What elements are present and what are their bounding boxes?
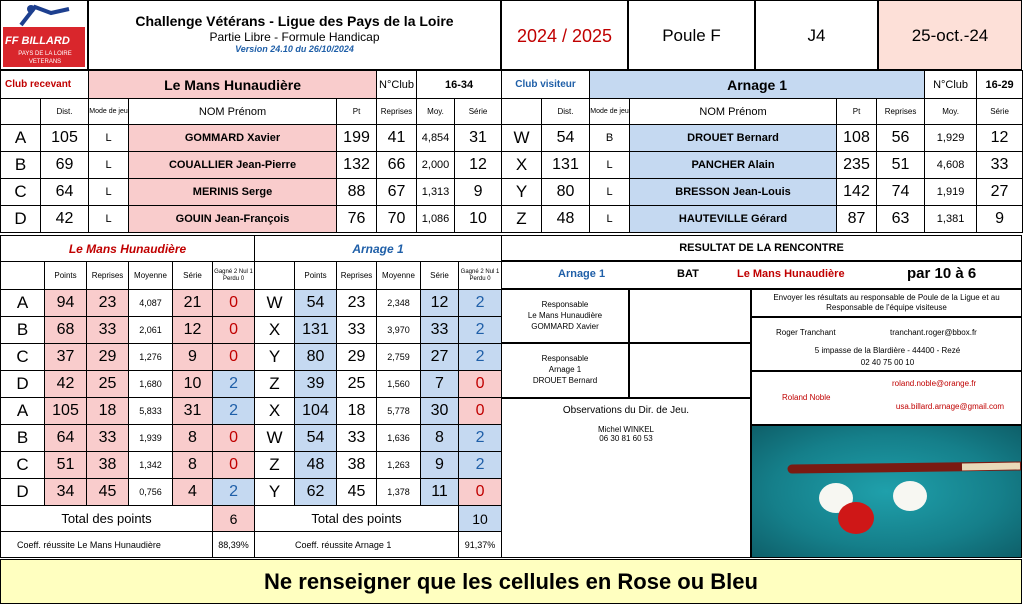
home-total-label: Total des points — [1, 506, 213, 532]
home-player-mode[interactable]: L — [89, 125, 129, 152]
home-match-gagne: 0 — [213, 290, 255, 317]
away-match-letter: Z — [255, 452, 295, 479]
away-match-gagne: 2 — [459, 344, 502, 371]
home-total: 6 — [213, 506, 255, 532]
away-player-serie: 9 — [977, 206, 1023, 233]
away-player-serie: 33 — [977, 152, 1023, 179]
home-player-dist[interactable]: 69 — [41, 152, 89, 179]
contact-phone: 02 40 75 00 10 — [860, 358, 915, 367]
home-match-serie[interactable]: 21 — [173, 290, 213, 317]
home-player-pt: 76 — [337, 206, 377, 233]
away-match-reprises: 33 — [337, 317, 377, 344]
col-dist: Dist. — [41, 99, 89, 125]
away-player-letter: Z — [502, 206, 542, 233]
away-player-pt: 235 — [837, 152, 877, 179]
result-title: RESULTAT DE LA RENCONTRE — [501, 235, 1022, 261]
resp-home-name: GOMMARD Xavier — [531, 322, 599, 331]
home-player-row — [1, 179, 502, 206]
col-rep: Reprises — [877, 99, 925, 125]
col-nom: NOM Prénom — [630, 99, 837, 125]
resp-away-name: DROUET Bernard — [532, 376, 598, 385]
away-match-letter: W — [255, 425, 295, 452]
home-player-serie: 31 — [455, 125, 502, 152]
away-player-rep: 74 — [877, 179, 925, 206]
home-match-points[interactable]: 51 — [45, 452, 87, 479]
away-player-row — [502, 152, 1023, 179]
away-match-reprises: 33 — [337, 425, 377, 452]
journee: J4 — [755, 0, 878, 70]
contact-name1: Roger Tranchant — [776, 328, 836, 337]
home-match-gagne: 0 — [213, 425, 255, 452]
home-player-name[interactable]: GOMMARD Xavier — [129, 125, 337, 152]
away-match-reprises: 23 — [337, 290, 377, 317]
home-player-name[interactable]: GOUIN Jean-François — [129, 206, 337, 233]
home-player-dist[interactable]: 64 — [41, 179, 89, 206]
home-match-row — [1, 425, 255, 452]
away-player-row — [502, 179, 1023, 206]
col-serie: Série — [421, 262, 459, 290]
away-match-reprises: 25 — [337, 371, 377, 398]
page-title: Challenge Vétérans - Ligue des Pays de la Loire — [135, 13, 454, 29]
away-player-row — [502, 206, 1023, 233]
home-player-pt: 132 — [337, 152, 377, 179]
away-match-serie[interactable]: 11 — [421, 479, 459, 506]
home-match-serie[interactable]: 12 — [173, 317, 213, 344]
contact-email3[interactable]: usa.billard.arnage@gmail.com — [895, 402, 1005, 411]
col-points: Points — [295, 262, 337, 290]
resp-away-title: Responsable — [541, 354, 589, 363]
observations-name: Michel WINKEL — [597, 425, 654, 434]
result-line — [501, 261, 1022, 289]
home-player-mode[interactable]: L — [89, 152, 129, 179]
contact-address: 5 impasse de la Blardière - 44400 - Rezé — [814, 346, 961, 355]
away-match-moyenne: 1,263 — [377, 452, 421, 479]
away-match-serie[interactable]: 7 — [421, 371, 459, 398]
resp-away-club: Arnage 1 — [548, 365, 582, 374]
away-team-table — [501, 70, 1023, 233]
result-score: par 10 à 6 — [907, 265, 977, 282]
home-match-points[interactable]: 37 — [45, 344, 87, 371]
home-match-row — [1, 317, 255, 344]
away-match-row — [255, 371, 502, 398]
away-match-gagne: 2 — [459, 425, 502, 452]
away-player-dist[interactable]: 48 — [542, 206, 590, 233]
away-match-club: Arnage 1 — [255, 236, 502, 262]
home-club-label: Club recevant — [1, 71, 89, 99]
col-serie: Série — [173, 262, 213, 290]
away-match-reprises: 38 — [337, 452, 377, 479]
away-match-gagne: 0 — [459, 371, 502, 398]
season: 2024 / 2025 — [501, 0, 628, 70]
away-match-serie[interactable]: 12 — [421, 290, 459, 317]
contact-instruction: Envoyer les résultats au responsable de Poule de la Ligue et au Responsable de l'équipe visiteuse — [751, 289, 1022, 317]
home-player-mode[interactable]: L — [89, 206, 129, 233]
home-nclub: 16-34 — [417, 71, 502, 99]
observations-box[interactable] — [501, 398, 751, 558]
col-moy: Moy. — [417, 99, 455, 125]
home-player-letter: A — [1, 125, 41, 152]
away-match-points[interactable]: 48 — [295, 452, 337, 479]
home-player-dist[interactable]: 105 — [41, 125, 89, 152]
home-match-letter: D — [1, 371, 45, 398]
away-player-serie: 27 — [977, 179, 1023, 206]
home-player-rep: 70 — [377, 206, 417, 233]
home-match-reprises[interactable]: 29 — [87, 344, 129, 371]
home-match-points[interactable]: 105 — [45, 398, 87, 425]
logo-line1: PAYS DE LA LOIRE — [18, 51, 72, 57]
home-match-gagne: 2 — [213, 371, 255, 398]
home-match-row — [1, 452, 255, 479]
home-match-points[interactable]: 42 — [45, 371, 87, 398]
col-dist: Dist. — [542, 99, 590, 125]
home-match-serie[interactable]: 8 — [173, 425, 213, 452]
footer-banner: Ne renseigner que les cellules en Rose ou Bleu — [0, 559, 1022, 604]
home-match-letter: D — [1, 479, 45, 506]
away-player-letter: W — [502, 125, 542, 152]
home-match-serie[interactable]: 31 — [173, 398, 213, 425]
away-coeff: 91,37% — [459, 532, 502, 558]
home-player-name[interactable]: MERINIS Serge — [129, 179, 337, 206]
home-player-letter: C — [1, 179, 41, 206]
away-player-mode[interactable]: B — [590, 125, 630, 152]
contact-email2[interactable]: roland.noble@orange.fr — [892, 379, 977, 388]
away-nclub-label: N°Club — [925, 71, 977, 99]
home-coeff: 88,39% — [213, 532, 255, 558]
away-match-gagne: 2 — [459, 317, 502, 344]
ffb-logo — [0, 0, 88, 70]
home-match-table — [0, 235, 255, 558]
away-player-rep: 51 — [877, 152, 925, 179]
away-player-name[interactable]: DROUET Bernard — [630, 125, 837, 152]
home-match-reprises[interactable]: 23 — [87, 290, 129, 317]
away-coeff-label: Coeff. réussite Arnage 1 — [255, 532, 459, 558]
col-reprises: Reprises — [337, 262, 377, 290]
away-player-rep: 63 — [877, 206, 925, 233]
home-match-row — [1, 290, 255, 317]
home-match-points[interactable]: 34 — [45, 479, 87, 506]
home-player-pt: 199 — [337, 125, 377, 152]
home-match-gagne: 2 — [213, 479, 255, 506]
away-club-name[interactable]: Arnage 1 — [590, 71, 925, 99]
away-total: 10 — [459, 506, 502, 532]
home-match-moyenne: 1,680 — [129, 371, 173, 398]
home-match-gagne: 0 — [213, 344, 255, 371]
home-match-serie[interactable]: 8 — [173, 452, 213, 479]
away-player-name[interactable]: PANCHER Alain — [630, 152, 837, 179]
home-match-letter: B — [1, 425, 45, 452]
responsable-home — [501, 289, 629, 343]
home-player-name[interactable]: COUALLIER Jean-Pierre — [129, 152, 337, 179]
billiard-balls-icon — [752, 426, 1022, 558]
home-match-moyenne: 1,276 — [129, 344, 173, 371]
home-match-letter: A — [1, 398, 45, 425]
col-mode: Mode de jeu — [590, 99, 630, 125]
away-club-label: Club visiteur — [502, 71, 590, 99]
home-player-rep: 41 — [377, 125, 417, 152]
away-match-row — [255, 290, 502, 317]
home-match-reprises[interactable]: 18 — [87, 398, 129, 425]
home-match-letter: B — [1, 317, 45, 344]
away-nclub: 16-29 — [977, 71, 1023, 99]
result-winner: Arnage 1 — [558, 268, 606, 280]
away-match-moyenne: 5,778 — [377, 398, 421, 425]
home-player-moy: 1,313 — [417, 179, 455, 206]
away-player-rep: 56 — [877, 125, 925, 152]
home-match-serie[interactable]: 10 — [173, 371, 213, 398]
away-match-reprises: 18 — [337, 398, 377, 425]
away-match-serie[interactable]: 33 — [421, 317, 459, 344]
away-player-serie: 12 — [977, 125, 1023, 152]
home-match-row — [1, 371, 255, 398]
home-player-moy: 1,086 — [417, 206, 455, 233]
match-date: 25-oct.-24 — [878, 0, 1022, 70]
col-pt: Pt — [837, 99, 877, 125]
away-player-name[interactable]: BRESSON Jean-Louis — [630, 179, 837, 206]
responsable-away — [501, 343, 629, 398]
away-match-moyenne: 2,759 — [377, 344, 421, 371]
col-nom: NOM Prénom — [129, 99, 337, 125]
home-match-moyenne: 0,756 — [129, 479, 173, 506]
contact-block-2 — [751, 371, 1022, 425]
home-match-row — [1, 398, 255, 425]
away-match-points[interactable]: 54 — [295, 425, 337, 452]
resp-home-title: Responsable — [541, 300, 589, 309]
away-match-row — [255, 344, 502, 371]
away-match-letter: X — [255, 317, 295, 344]
home-match-serie[interactable]: 9 — [173, 344, 213, 371]
logo-line2: VETERANS — [28, 59, 62, 65]
home-player-serie: 12 — [455, 152, 502, 179]
home-match-row — [1, 344, 255, 371]
away-player-moy: 4,608 — [925, 152, 977, 179]
home-player-rep: 66 — [377, 152, 417, 179]
away-player-moy: 1,381 — [925, 206, 977, 233]
away-player-pt: 87 — [837, 206, 877, 233]
home-match-reprises[interactable]: 33 — [87, 425, 129, 452]
home-match-points[interactable]: 94 — [45, 290, 87, 317]
col-serie: Série — [977, 99, 1023, 125]
away-match-letter: W — [255, 290, 295, 317]
col-pt: Pt — [337, 99, 377, 125]
away-player-mode[interactable]: L — [590, 179, 630, 206]
home-player-row — [1, 125, 502, 152]
home-match-reprises[interactable]: 45 — [87, 479, 129, 506]
observations-title: Observations du Dir. de Jeu. — [562, 405, 690, 416]
home-team-table — [0, 70, 502, 233]
away-match-serie[interactable]: 30 — [421, 398, 459, 425]
home-club-name[interactable]: Le Mans Hunaudière — [89, 71, 377, 99]
result-verb: BAT — [677, 268, 699, 280]
home-match-moyenne: 5,833 — [129, 398, 173, 425]
home-player-row — [1, 152, 502, 179]
away-match-points[interactable]: 39 — [295, 371, 337, 398]
away-match-points[interactable]: 62 — [295, 479, 337, 506]
contact-name2: Roland Noble — [782, 393, 831, 402]
away-player-pt: 108 — [837, 125, 877, 152]
away-player-moy: 1,919 — [925, 179, 977, 206]
away-match-points[interactable]: 54 — [295, 290, 337, 317]
home-match-letter: C — [1, 344, 45, 371]
col-rep: Reprises — [377, 99, 417, 125]
home-player-rep: 67 — [377, 179, 417, 206]
home-match-row — [1, 479, 255, 506]
col-serie: Série — [455, 99, 502, 125]
away-match-moyenne: 2,348 — [377, 290, 421, 317]
away-match-row — [255, 425, 502, 452]
billiard-photo — [751, 425, 1022, 558]
contact-email1[interactable]: tranchant.roger@bbox.fr — [890, 328, 977, 337]
home-player-letter: B — [1, 152, 41, 179]
away-match-gagne: 0 — [459, 398, 502, 425]
away-player-letter: X — [502, 152, 542, 179]
away-total-label: Total des points — [255, 506, 459, 532]
away-match-row — [255, 398, 502, 425]
away-match-moyenne: 1,636 — [377, 425, 421, 452]
home-match-moyenne: 2,061 — [129, 317, 173, 344]
col-moyenne: Moyenne — [129, 262, 173, 290]
home-match-club: Le Mans Hunaudière — [1, 236, 255, 262]
col-reprises: Reprises — [87, 262, 129, 290]
col-points: Points — [45, 262, 87, 290]
away-match-letter: Y — [255, 344, 295, 371]
home-nclub-label: N°Club — [377, 71, 417, 99]
responsable-away-sign[interactable] — [629, 343, 751, 398]
away-match-points[interactable]: 104 — [295, 398, 337, 425]
col-gagne: Gagné 2 Nul 1 Perdu 0 — [213, 262, 255, 290]
away-match-serie[interactable]: 9 — [421, 452, 459, 479]
away-match-moyenne: 1,378 — [377, 479, 421, 506]
home-match-reprises[interactable]: 33 — [87, 317, 129, 344]
home-match-reprises[interactable]: 25 — [87, 371, 129, 398]
away-player-mode[interactable]: L — [590, 152, 630, 179]
away-match-letter: Z — [255, 371, 295, 398]
home-match-reprises[interactable]: 38 — [87, 452, 129, 479]
away-match-moyenne: 3,970 — [377, 317, 421, 344]
away-match-moyenne: 1,560 — [377, 371, 421, 398]
col-gagne: Gagné 2 Nul 1 Perdu 0 — [459, 262, 502, 290]
home-match-serie[interactable]: 4 — [173, 479, 213, 506]
away-player-dist[interactable]: 131 — [542, 152, 590, 179]
away-match-row — [255, 452, 502, 479]
home-match-points[interactable]: 68 — [45, 317, 87, 344]
home-match-moyenne: 1,939 — [129, 425, 173, 452]
away-match-gagne: 2 — [459, 452, 502, 479]
home-match-letter: C — [1, 452, 45, 479]
home-match-moyenne: 1,342 — [129, 452, 173, 479]
poule: Poule F — [628, 0, 755, 70]
away-match-gagne: 0 — [459, 479, 502, 506]
responsable-home-sign[interactable] — [629, 289, 751, 343]
contact-block-1 — [751, 317, 1022, 371]
page-subtitle: Partie Libre - Formule Handicap — [209, 30, 380, 44]
col-moy: Moy. — [925, 99, 977, 125]
home-coeff-label: Coeff. réussite Le Mans Hunaudière — [1, 532, 213, 558]
away-match-serie[interactable]: 27 — [421, 344, 459, 371]
home-match-points[interactable]: 64 — [45, 425, 87, 452]
away-player-dist[interactable]: 54 — [542, 125, 590, 152]
home-player-serie: 9 — [455, 179, 502, 206]
home-match-letter: A — [1, 290, 45, 317]
home-player-row — [1, 206, 502, 233]
away-match-serie[interactable]: 8 — [421, 425, 459, 452]
away-player-letter: Y — [502, 179, 542, 206]
result-loser: Le Mans Hunaudière — [737, 268, 845, 280]
logo-brand: FF BILLARD — [5, 35, 70, 47]
away-match-row — [255, 479, 502, 506]
version-label: Version 24.10 du 26/10/2024 — [235, 44, 354, 54]
observations-phone: 06 30 81 60 53 — [599, 434, 653, 443]
away-player-mode[interactable]: L — [590, 206, 630, 233]
home-match-gagne: 0 — [213, 317, 255, 344]
col-moyenne: Moyenne — [377, 262, 421, 290]
away-player-row — [502, 125, 1023, 152]
home-player-moy: 4,854 — [417, 125, 455, 152]
away-match-letter: X — [255, 398, 295, 425]
home-player-pt: 88 — [337, 179, 377, 206]
home-player-mode[interactable]: L — [89, 179, 129, 206]
away-match-row — [255, 317, 502, 344]
home-match-gagne: 0 — [213, 452, 255, 479]
away-match-reprises: 45 — [337, 479, 377, 506]
away-player-moy: 1,929 — [925, 125, 977, 152]
home-match-gagne: 2 — [213, 398, 255, 425]
away-match-reprises: 29 — [337, 344, 377, 371]
col-mode: Mode de jeu — [89, 99, 129, 125]
home-player-moy: 2,000 — [417, 152, 455, 179]
resp-home-club: Le Mans Hunaudière — [527, 311, 603, 320]
away-player-dist[interactable]: 80 — [542, 179, 590, 206]
away-match-gagne: 2 — [459, 290, 502, 317]
header-title-block — [88, 0, 501, 70]
away-match-points[interactable]: 80 — [295, 344, 337, 371]
away-match-table — [254, 235, 502, 558]
home-player-serie: 10 — [455, 206, 502, 233]
away-match-points[interactable]: 131 — [295, 317, 337, 344]
home-player-letter: D — [1, 206, 41, 233]
away-player-pt: 142 — [837, 179, 877, 206]
home-player-dist[interactable]: 42 — [41, 206, 89, 233]
home-match-moyenne: 4,087 — [129, 290, 173, 317]
away-match-letter: Y — [255, 479, 295, 506]
away-player-name[interactable]: HAUTEVILLE Gérard — [630, 206, 837, 233]
